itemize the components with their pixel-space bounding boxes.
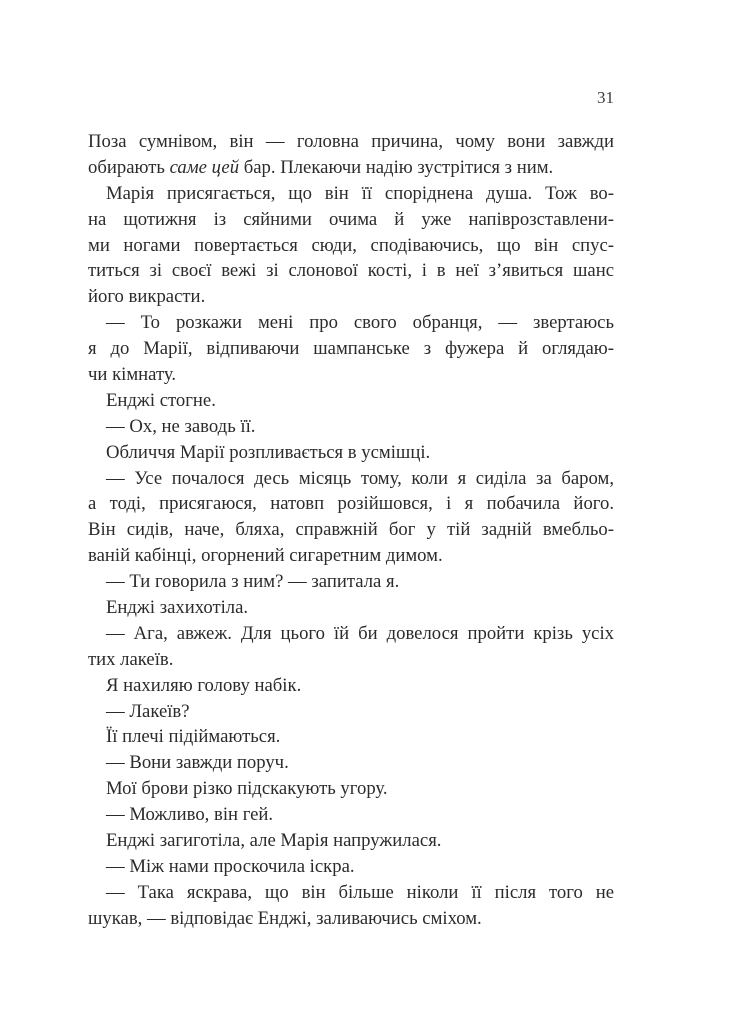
text-line: — Вони завжди поруч. [106, 752, 289, 774]
text-line: Він сидів, наче, бляха, справжній бог у тій задній вмебльо- [88, 519, 614, 541]
text-line: на щотижня із сяйними очима й уже напіврозставлени- [88, 208, 614, 230]
text-line: ми ногами повертається сюди, сподіваючись, що він спус- [88, 234, 614, 256]
text-line: — Ага, авжеж. Для цього їй би довелося пройти крізь усіх [106, 622, 614, 644]
text-line: — Усе почалося десь місяць тому, коли я сиділа за баром, [106, 467, 614, 489]
text-line: — Лакеїв? [106, 700, 190, 722]
page-number: 31 [597, 88, 614, 107]
text-line: чи кімнату. [88, 364, 177, 386]
text-line: — Ти говорила з ним? — запитала я. [106, 571, 400, 593]
text-line: Поза сумнівом, він — головна причина, чому вони завжди [88, 131, 614, 152]
text-line: — Можливо, він гей. [106, 804, 274, 826]
text-line: я до Марії, відпиваючи шампанське з фужера й оглядаю- [88, 338, 614, 360]
text-line: Енджі стогне. [106, 389, 216, 411]
text-line: — Така яскрава, що він більше ніколи її після того не [106, 881, 614, 903]
text-line: — Між нами проскочила іскра. [106, 855, 355, 877]
text-line: ваній кабінці, огорнений сигаретним димом. [88, 545, 443, 567]
text-line [88, 155, 614, 181]
text-line: — То розкажи мені про свого обранця, — звертаюсь [106, 312, 614, 334]
text-line: Її плечі підіймаються. [106, 726, 281, 748]
text-line: — Ох, не заводь її. [106, 415, 256, 437]
text-fragment: обирають [88, 156, 170, 178]
text-line: тих лакеїв. [88, 648, 174, 670]
body-text [88, 129, 614, 932]
text-line: титься зі своєї вежі зі слонової кості, і в неї з’явиться шанс [88, 260, 614, 282]
text-line: Мої брови різко підскакують угору. [106, 778, 388, 800]
text-line: його викрасти. [88, 286, 206, 308]
text-line: Енджі загиготіла, але Марія напружилася. [106, 830, 442, 852]
italic-emphasis: саме цей [169, 156, 240, 178]
text-line: Марія присягається, що він її споріднена душа. Тож во- [106, 182, 614, 204]
text-line: Обличчя Марії розпливається в усмішці. [106, 441, 431, 463]
text-line: шукав, — відповідає Енджі, заливаючись сміхом. [88, 907, 482, 929]
text-line: Я нахиляю голову набік. [106, 674, 302, 696]
text-line: Енджі захихотіла. [106, 597, 249, 619]
text-line: а тоді, присягаюся, натовп розійшовся, і я побачила його. [88, 493, 614, 515]
text-fragment: бар. Плекаючи надію зустрітися з ним. [239, 156, 554, 178]
